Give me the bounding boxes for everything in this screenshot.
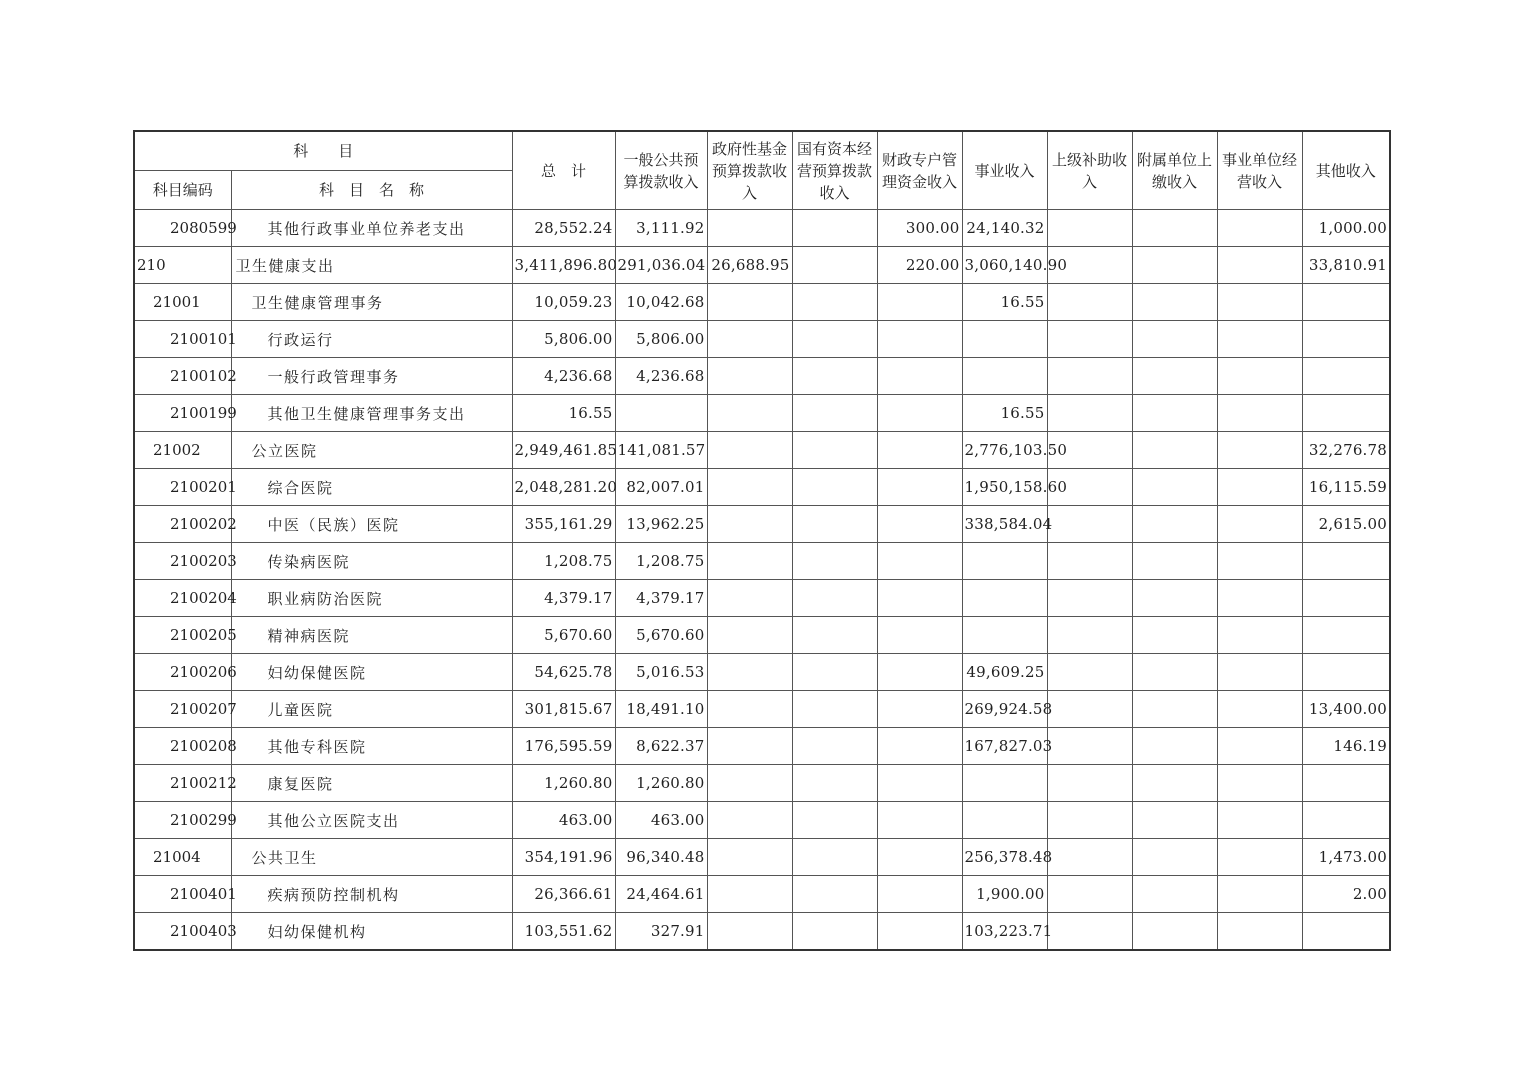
superior-subsidy-cell xyxy=(1047,691,1132,728)
operating-cell xyxy=(1217,284,1302,321)
general-budget-cell: 5,806.00 xyxy=(615,321,707,358)
header-superior-subsidy: 上级补助收入 xyxy=(1047,131,1132,210)
business-cell: 3,060,140.90 xyxy=(962,247,1047,284)
business-cell xyxy=(962,321,1047,358)
fiscal-special-cell xyxy=(877,543,962,580)
business-cell xyxy=(962,765,1047,802)
affiliated-cell xyxy=(1132,358,1217,395)
code-cell: 2100102 xyxy=(134,358,231,395)
gov-fund-cell xyxy=(707,802,792,839)
superior-subsidy-cell xyxy=(1047,617,1132,654)
table-row xyxy=(134,765,1390,802)
business-cell: 338,584.04 xyxy=(962,506,1047,543)
gov-fund-cell xyxy=(707,395,792,432)
code-cell: 2100101 xyxy=(134,321,231,358)
other-cell: 2.00 xyxy=(1302,876,1390,913)
table-row xyxy=(134,913,1390,951)
code-cell: 2100208 xyxy=(134,728,231,765)
total-cell: 5,670.60 xyxy=(512,617,615,654)
superior-subsidy-cell xyxy=(1047,358,1132,395)
superior-subsidy-cell xyxy=(1047,876,1132,913)
general-budget-cell: 24,464.61 xyxy=(615,876,707,913)
affiliated-cell xyxy=(1132,728,1217,765)
other-cell xyxy=(1302,580,1390,617)
header-gov-fund: 政府性基金预算拨款收入 xyxy=(707,131,792,210)
operating-cell xyxy=(1217,469,1302,506)
code-cell: 21001 xyxy=(134,284,231,321)
state-capital-cell xyxy=(792,765,877,802)
superior-subsidy-cell xyxy=(1047,210,1132,247)
gov-fund-cell xyxy=(707,839,792,876)
superior-subsidy-cell xyxy=(1047,913,1132,951)
operating-cell xyxy=(1217,728,1302,765)
gov-fund-cell xyxy=(707,358,792,395)
table-row xyxy=(134,247,1390,284)
superior-subsidy-cell xyxy=(1047,654,1132,691)
general-budget-cell: 13,962.25 xyxy=(615,506,707,543)
operating-cell xyxy=(1217,839,1302,876)
superior-subsidy-cell xyxy=(1047,728,1132,765)
superior-subsidy-cell xyxy=(1047,580,1132,617)
business-cell xyxy=(962,802,1047,839)
general-budget-cell: 82,007.01 xyxy=(615,469,707,506)
state-capital-cell xyxy=(792,358,877,395)
fiscal-special-cell: 220.00 xyxy=(877,247,962,284)
superior-subsidy-cell xyxy=(1047,506,1132,543)
fiscal-special-cell xyxy=(877,839,962,876)
gov-fund-cell xyxy=(707,469,792,506)
gov-fund-cell xyxy=(707,284,792,321)
state-capital-cell xyxy=(792,506,877,543)
header-subject: 科 目 xyxy=(134,131,512,171)
fiscal-special-cell xyxy=(877,654,962,691)
business-cell xyxy=(962,617,1047,654)
business-cell: 24,140.32 xyxy=(962,210,1047,247)
other-cell xyxy=(1302,358,1390,395)
other-cell xyxy=(1302,543,1390,580)
business-cell: 16.55 xyxy=(962,284,1047,321)
budget-table xyxy=(133,130,1391,951)
other-cell xyxy=(1302,395,1390,432)
name-cell: 中医（民族）医院 xyxy=(231,506,512,543)
operating-cell xyxy=(1217,654,1302,691)
other-cell xyxy=(1302,765,1390,802)
business-cell: 16.55 xyxy=(962,395,1047,432)
business-cell: 269,924.58 xyxy=(962,691,1047,728)
name-cell: 其他公立医院支出 xyxy=(231,802,512,839)
header-name: 科 目 名 称 xyxy=(231,171,512,210)
name-cell: 疾病预防控制机构 xyxy=(231,876,512,913)
total-cell: 4,379.17 xyxy=(512,580,615,617)
name-cell: 精神病医院 xyxy=(231,617,512,654)
fiscal-special-cell xyxy=(877,765,962,802)
code-cell: 2100205 xyxy=(134,617,231,654)
superior-subsidy-cell xyxy=(1047,765,1132,802)
total-cell: 355,161.29 xyxy=(512,506,615,543)
header-other: 其他收入 xyxy=(1302,131,1390,210)
general-budget-cell xyxy=(615,395,707,432)
table-row xyxy=(134,284,1390,321)
state-capital-cell xyxy=(792,321,877,358)
name-cell: 儿童医院 xyxy=(231,691,512,728)
operating-cell xyxy=(1217,765,1302,802)
general-budget-cell: 1,208.75 xyxy=(615,543,707,580)
table-row xyxy=(134,802,1390,839)
gov-fund-cell xyxy=(707,728,792,765)
name-cell: 综合医院 xyxy=(231,469,512,506)
operating-cell xyxy=(1217,543,1302,580)
name-cell: 其他行政事业单位养老支出 xyxy=(231,210,512,247)
table-row xyxy=(134,654,1390,691)
state-capital-cell xyxy=(792,543,877,580)
name-cell: 妇幼保健医院 xyxy=(231,654,512,691)
gov-fund-cell xyxy=(707,617,792,654)
other-cell xyxy=(1302,802,1390,839)
code-cell: 2100201 xyxy=(134,469,231,506)
operating-cell xyxy=(1217,358,1302,395)
name-cell: 公立医院 xyxy=(231,432,512,469)
total-cell: 103,551.62 xyxy=(512,913,615,951)
affiliated-cell xyxy=(1132,469,1217,506)
name-cell: 职业病防治医院 xyxy=(231,580,512,617)
affiliated-cell xyxy=(1132,432,1217,469)
code-cell: 2100206 xyxy=(134,654,231,691)
affiliated-cell xyxy=(1132,802,1217,839)
general-budget-cell: 5,016.53 xyxy=(615,654,707,691)
code-cell: 21002 xyxy=(134,432,231,469)
table-body xyxy=(134,210,1390,951)
general-budget-cell: 5,670.60 xyxy=(615,617,707,654)
business-cell xyxy=(962,580,1047,617)
name-cell: 一般行政管理事务 xyxy=(231,358,512,395)
affiliated-cell xyxy=(1132,617,1217,654)
gov-fund-cell xyxy=(707,543,792,580)
fiscal-special-cell xyxy=(877,876,962,913)
total-cell: 4,236.68 xyxy=(512,358,615,395)
affiliated-cell xyxy=(1132,654,1217,691)
gov-fund-cell xyxy=(707,913,792,951)
code-cell: 2080599 xyxy=(134,210,231,247)
state-capital-cell xyxy=(792,839,877,876)
table-row xyxy=(134,358,1390,395)
operating-cell xyxy=(1217,321,1302,358)
operating-cell xyxy=(1217,395,1302,432)
general-budget-cell: 3,111.92 xyxy=(615,210,707,247)
state-capital-cell xyxy=(792,876,877,913)
total-cell: 3,411,896.80 xyxy=(512,247,615,284)
other-cell xyxy=(1302,617,1390,654)
fiscal-special-cell xyxy=(877,284,962,321)
general-budget-cell: 96,340.48 xyxy=(615,839,707,876)
code-cell: 2100199 xyxy=(134,395,231,432)
operating-cell xyxy=(1217,580,1302,617)
header-operating: 事业单位经营收入 xyxy=(1217,131,1302,210)
name-cell: 其他卫生健康管理事务支出 xyxy=(231,395,512,432)
state-capital-cell xyxy=(792,284,877,321)
operating-cell xyxy=(1217,802,1302,839)
affiliated-cell xyxy=(1132,284,1217,321)
state-capital-cell xyxy=(792,691,877,728)
state-capital-cell xyxy=(792,913,877,951)
operating-cell xyxy=(1217,876,1302,913)
name-cell: 妇幼保健机构 xyxy=(231,913,512,951)
table-row xyxy=(134,728,1390,765)
name-cell: 卫生健康支出 xyxy=(231,247,512,284)
other-cell: 1,000.00 xyxy=(1302,210,1390,247)
operating-cell xyxy=(1217,506,1302,543)
affiliated-cell xyxy=(1132,839,1217,876)
superior-subsidy-cell xyxy=(1047,395,1132,432)
name-cell: 行政运行 xyxy=(231,321,512,358)
gov-fund-cell xyxy=(707,321,792,358)
affiliated-cell xyxy=(1132,876,1217,913)
total-cell: 10,059.23 xyxy=(512,284,615,321)
business-cell: 103,223.71 xyxy=(962,913,1047,951)
other-cell: 2,615.00 xyxy=(1302,506,1390,543)
general-budget-cell: 463.00 xyxy=(615,802,707,839)
fiscal-special-cell xyxy=(877,580,962,617)
code-cell: 21004 xyxy=(134,839,231,876)
operating-cell xyxy=(1217,247,1302,284)
other-cell xyxy=(1302,913,1390,951)
total-cell: 2,949,461.85 xyxy=(512,432,615,469)
code-cell: 2100207 xyxy=(134,691,231,728)
affiliated-cell xyxy=(1132,543,1217,580)
business-cell: 1,950,158.60 xyxy=(962,469,1047,506)
other-cell: 13,400.00 xyxy=(1302,691,1390,728)
business-cell: 256,378.48 xyxy=(962,839,1047,876)
other-cell: 33,810.91 xyxy=(1302,247,1390,284)
fiscal-special-cell: 300.00 xyxy=(877,210,962,247)
general-budget-cell: 4,236.68 xyxy=(615,358,707,395)
fiscal-special-cell xyxy=(877,728,962,765)
affiliated-cell xyxy=(1132,506,1217,543)
affiliated-cell xyxy=(1132,395,1217,432)
general-budget-cell: 4,379.17 xyxy=(615,580,707,617)
general-budget-cell: 291,036.04 xyxy=(615,247,707,284)
affiliated-cell xyxy=(1132,580,1217,617)
total-cell: 463.00 xyxy=(512,802,615,839)
header-code: 科目编码 xyxy=(134,171,231,210)
state-capital-cell xyxy=(792,469,877,506)
total-cell: 54,625.78 xyxy=(512,654,615,691)
affiliated-cell xyxy=(1132,247,1217,284)
table-row xyxy=(134,839,1390,876)
gov-fund-cell xyxy=(707,876,792,913)
general-budget-cell: 10,042.68 xyxy=(615,284,707,321)
other-cell: 1,473.00 xyxy=(1302,839,1390,876)
table-row xyxy=(134,580,1390,617)
general-budget-cell: 327.91 xyxy=(615,913,707,951)
gov-fund-cell xyxy=(707,691,792,728)
affiliated-cell xyxy=(1132,765,1217,802)
other-cell xyxy=(1302,654,1390,691)
superior-subsidy-cell xyxy=(1047,802,1132,839)
fiscal-special-cell xyxy=(877,432,962,469)
code-cell: 2100203 xyxy=(134,543,231,580)
total-cell: 301,815.67 xyxy=(512,691,615,728)
other-cell: 32,276.78 xyxy=(1302,432,1390,469)
state-capital-cell xyxy=(792,432,877,469)
total-cell: 176,595.59 xyxy=(512,728,615,765)
table-row xyxy=(134,210,1390,247)
total-cell: 26,366.61 xyxy=(512,876,615,913)
operating-cell xyxy=(1217,691,1302,728)
code-cell: 2100202 xyxy=(134,506,231,543)
name-cell: 康复医院 xyxy=(231,765,512,802)
total-cell: 354,191.96 xyxy=(512,839,615,876)
business-cell xyxy=(962,358,1047,395)
business-cell: 2,776,103.50 xyxy=(962,432,1047,469)
gov-fund-cell xyxy=(707,506,792,543)
total-cell: 28,552.24 xyxy=(512,210,615,247)
gov-fund-cell xyxy=(707,654,792,691)
business-cell xyxy=(962,543,1047,580)
gov-fund-cell xyxy=(707,210,792,247)
operating-cell xyxy=(1217,210,1302,247)
superior-subsidy-cell xyxy=(1047,543,1132,580)
state-capital-cell xyxy=(792,580,877,617)
fiscal-special-cell xyxy=(877,691,962,728)
fiscal-special-cell xyxy=(877,802,962,839)
fiscal-special-cell xyxy=(877,469,962,506)
affiliated-cell xyxy=(1132,691,1217,728)
gov-fund-cell: 26,688.95 xyxy=(707,247,792,284)
table-row xyxy=(134,617,1390,654)
business-cell: 167,827.03 xyxy=(962,728,1047,765)
table-row xyxy=(134,469,1390,506)
total-cell: 16.55 xyxy=(512,395,615,432)
name-cell: 其他专科医院 xyxy=(231,728,512,765)
table-header xyxy=(134,131,1390,210)
state-capital-cell xyxy=(792,728,877,765)
total-cell: 1,208.75 xyxy=(512,543,615,580)
state-capital-cell xyxy=(792,802,877,839)
fiscal-special-cell xyxy=(877,395,962,432)
other-cell: 146.19 xyxy=(1302,728,1390,765)
header-total: 总 计 xyxy=(512,131,615,210)
superior-subsidy-cell xyxy=(1047,839,1132,876)
header-general-budget: 一般公共预算拨款收入 xyxy=(615,131,707,210)
operating-cell xyxy=(1217,432,1302,469)
business-cell: 49,609.25 xyxy=(962,654,1047,691)
state-capital-cell xyxy=(792,395,877,432)
state-capital-cell xyxy=(792,654,877,691)
general-budget-cell: 1,260.80 xyxy=(615,765,707,802)
name-cell: 卫生健康管理事务 xyxy=(231,284,512,321)
fiscal-special-cell xyxy=(877,358,962,395)
fiscal-special-cell xyxy=(877,617,962,654)
business-cell: 1,900.00 xyxy=(962,876,1047,913)
affiliated-cell xyxy=(1132,321,1217,358)
fiscal-special-cell xyxy=(877,506,962,543)
name-cell: 公共卫生 xyxy=(231,839,512,876)
state-capital-cell xyxy=(792,210,877,247)
state-capital-cell xyxy=(792,617,877,654)
code-cell: 2100401 xyxy=(134,876,231,913)
gov-fund-cell xyxy=(707,580,792,617)
superior-subsidy-cell xyxy=(1047,284,1132,321)
affiliated-cell xyxy=(1132,913,1217,951)
general-budget-cell: 8,622.37 xyxy=(615,728,707,765)
code-cell: 2100212 xyxy=(134,765,231,802)
table-row xyxy=(134,876,1390,913)
other-cell: 16,115.59 xyxy=(1302,469,1390,506)
header-affiliated: 附属单位上缴收入 xyxy=(1132,131,1217,210)
fiscal-special-cell xyxy=(877,321,962,358)
total-cell: 5,806.00 xyxy=(512,321,615,358)
other-cell xyxy=(1302,284,1390,321)
total-cell: 1,260.80 xyxy=(512,765,615,802)
code-cell: 2100204 xyxy=(134,580,231,617)
table-row xyxy=(134,691,1390,728)
table-row xyxy=(134,321,1390,358)
table-row xyxy=(134,395,1390,432)
affiliated-cell xyxy=(1132,210,1217,247)
gov-fund-cell xyxy=(707,765,792,802)
general-budget-cell: 18,491.10 xyxy=(615,691,707,728)
operating-cell xyxy=(1217,913,1302,951)
header-business: 事业收入 xyxy=(962,131,1047,210)
operating-cell xyxy=(1217,617,1302,654)
table-row xyxy=(134,506,1390,543)
state-capital-cell xyxy=(792,247,877,284)
fiscal-special-cell xyxy=(877,913,962,951)
code-cell: 210 xyxy=(134,247,231,284)
total-cell: 2,048,281.20 xyxy=(512,469,615,506)
name-cell: 传染病医院 xyxy=(231,543,512,580)
code-cell: 2100299 xyxy=(134,802,231,839)
header-fiscal-special: 财政专户管理资金收入 xyxy=(877,131,962,210)
table-row xyxy=(134,432,1390,469)
code-cell: 2100403 xyxy=(134,913,231,951)
other-cell xyxy=(1302,321,1390,358)
header-state-capital: 国有资本经营预算拨款收入 xyxy=(792,131,877,210)
superior-subsidy-cell xyxy=(1047,321,1132,358)
gov-fund-cell xyxy=(707,432,792,469)
table-row xyxy=(134,543,1390,580)
general-budget-cell: 141,081.57 xyxy=(615,432,707,469)
